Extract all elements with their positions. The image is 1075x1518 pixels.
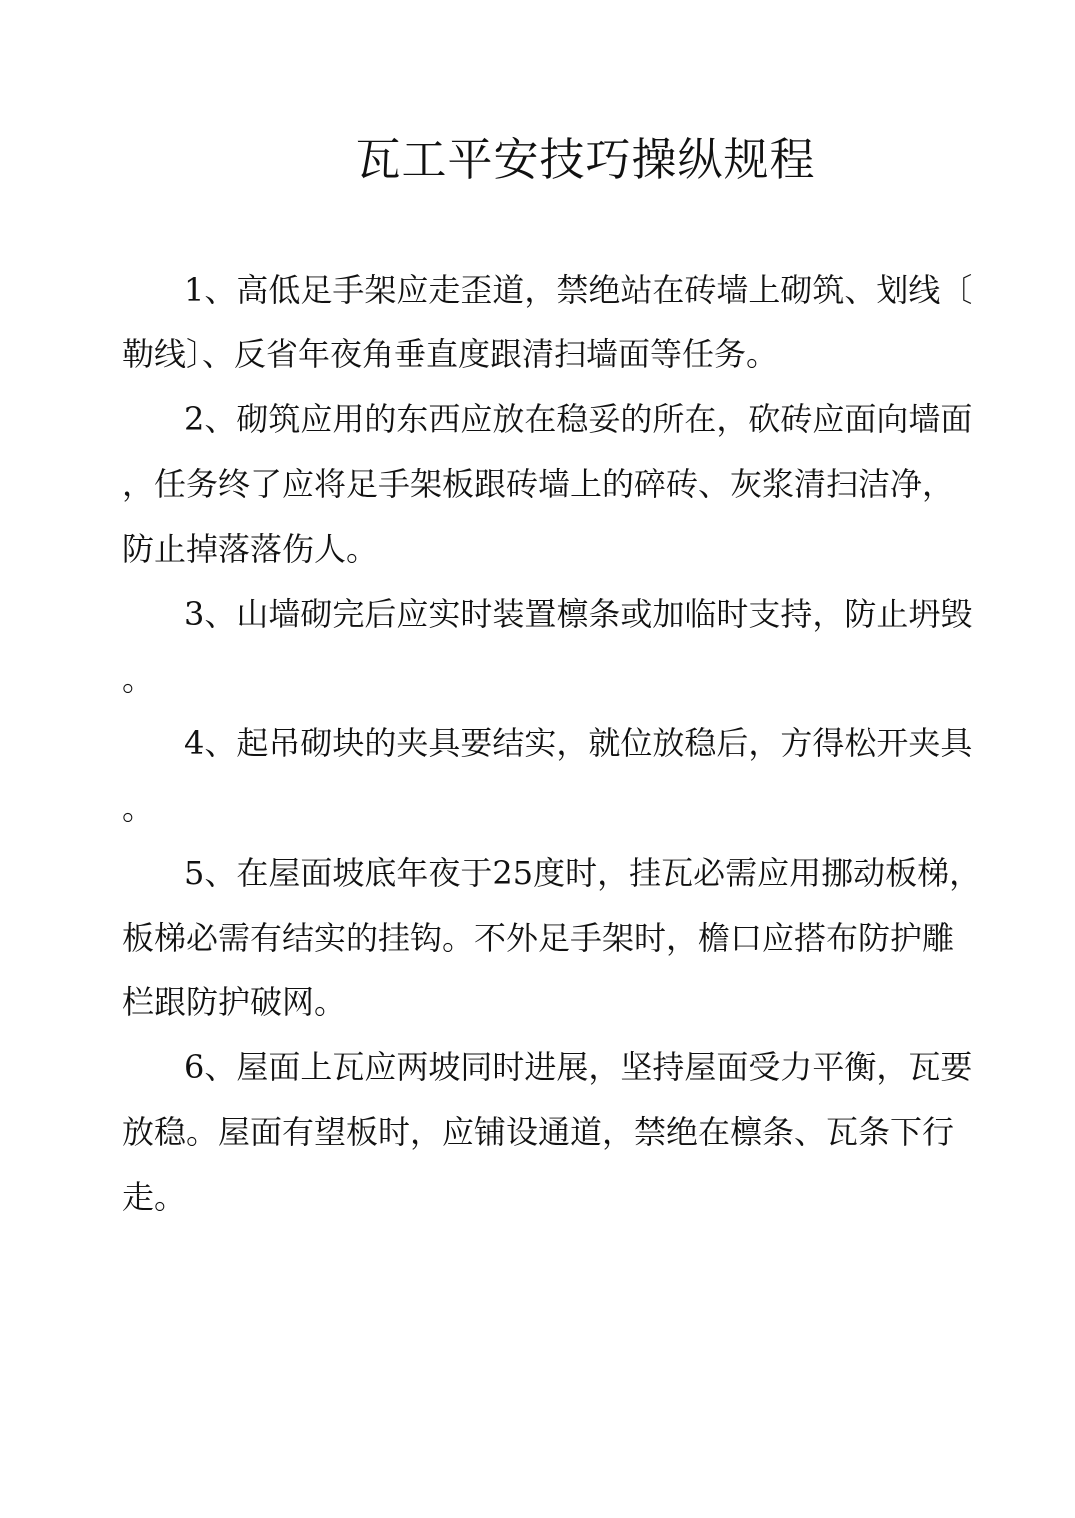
- paragraph-5-line-2: 板梯必需有结实的挂钩。不外足手架时，檐口应搭布防护雕: [122, 919, 955, 957]
- paragraph-5-line-3: 栏跟防护破网。: [122, 983, 347, 1021]
- paragraph-4-line-2: 。: [122, 789, 155, 827]
- paragraph-6-line-1: 6、屋面上瓦应两坡同时进展，坚持屋面受力平衡，瓦要: [184, 1048, 973, 1086]
- paragraph-3-line-2: 。: [122, 660, 155, 698]
- paragraph-1-line-2: 勒线〕、反省年夜角垂直度跟清扫墙面等任务。: [122, 335, 779, 373]
- paragraph-2-line-1: 2、砌筑应用的东西应放在稳妥的所在，砍砖应面向墙面: [184, 400, 973, 438]
- paragraph-2-line-3: 防止掉落落伤人。: [122, 530, 379, 568]
- paragraph-2-line-2: ，任务终了应将足手架板跟砖墙上的碎砖、灰浆清扫洁净，: [122, 465, 955, 503]
- paragraph-3-line-1: 3、山墙砌完后应实时装置檩条或加临时支持，防止坍毁: [184, 595, 973, 633]
- paragraph-6-line-3: 走。: [122, 1178, 187, 1216]
- paragraph-4-line-1: 4、起吊砌块的夹具要结实，就位放稳后，方得松开夹具: [184, 724, 973, 762]
- paragraph-1-line-1: 1、高低足手架应走歪道，禁绝站在砖墙上砌筑、划线〔: [184, 271, 973, 309]
- page-title: 瓦工平安技巧操纵规程: [355, 133, 816, 186]
- paragraph-5-line-1: 5、在屋面坡底年夜于25度时，挂瓦必需应用挪动板梯，: [184, 854, 982, 892]
- paragraph-6-line-2: 放稳。屋面有望板时，应铺设通道，禁绝在檩条、瓦条下行: [122, 1113, 955, 1151]
